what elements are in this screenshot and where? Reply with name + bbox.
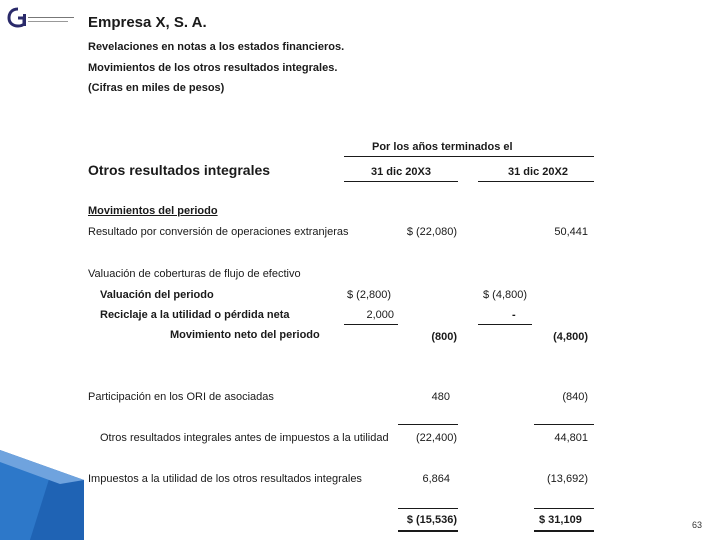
row-taxes-v2: (13,692) xyxy=(547,473,588,485)
row-net-v1: (800) xyxy=(431,331,457,343)
row-conversion-v2: 50,441 xyxy=(554,226,588,238)
page-number: 63 xyxy=(691,520,702,530)
recycle-underline-2 xyxy=(478,324,532,325)
recycle-underline-1 xyxy=(344,324,398,325)
row-valuation-label: Valuación del periodo xyxy=(100,289,214,301)
company-logo xyxy=(6,5,76,31)
row-pretax-v2: 44,801 xyxy=(554,432,588,444)
row-taxes-label: Impuestos a la utilidad de los otros resultados integrales xyxy=(88,473,362,485)
row-valuation-s1: $ (2,800) xyxy=(347,289,392,301)
associates-underline-2 xyxy=(534,424,594,425)
row-associates-label: Participación en los ORI de asociadas xyxy=(88,391,274,403)
row-conversion-label: Resultado por conversión de operaciones extranjeras xyxy=(88,226,349,238)
row-net-label: Movimiento neto del periodo xyxy=(170,329,320,341)
row-taxes-v1: 6,864 xyxy=(422,473,450,485)
total-double-underline-1 xyxy=(398,530,458,532)
row-associates-v2: (840) xyxy=(562,391,588,403)
col2-underline xyxy=(478,181,594,182)
row-total-v1: $ (15,536) xyxy=(406,514,457,526)
period-underline xyxy=(344,156,594,157)
movements-title: Movimientos del periodo xyxy=(88,205,218,217)
section-title: Otros resultados integrales xyxy=(88,162,271,178)
row-conversion-v1: $ (22,080) xyxy=(406,226,457,238)
taxes-underline-2 xyxy=(534,508,594,509)
row-pretax-label: Otros resultados integrales antes de impuestos a la utilidad xyxy=(100,432,389,444)
total-double-underline-2 xyxy=(534,530,594,532)
header-line-2: Movimientos de los otros resultados integrales. xyxy=(88,62,338,74)
row-recycle-label: Reciclaje a la utilidad o pérdida neta xyxy=(100,309,290,321)
row-associates-v1: 480 xyxy=(431,391,450,403)
col-header-2023: 31 dic 20X3 xyxy=(371,166,431,178)
row-valuation-s2: $ (4,800) xyxy=(483,289,528,301)
row-pretax-v1: (22,400) xyxy=(416,432,457,444)
associates-underline-1 xyxy=(398,424,458,425)
row-recycle-s1: 2,000 xyxy=(366,309,394,321)
col-header-2022: 31 dic 20X2 xyxy=(508,166,568,178)
col1-underline xyxy=(344,181,458,182)
period-header: Por los años terminados el xyxy=(372,141,513,153)
row-total-v2: $ 31,109 xyxy=(539,514,582,526)
header-line-3: (Cifras en miles de pesos) xyxy=(88,82,225,94)
corner-decoration xyxy=(0,450,84,540)
row-recycle-s2: - xyxy=(512,309,516,321)
header-line-1: Revelaciones en notas a los estados financieros. xyxy=(88,41,345,53)
row-net-v2: (4,800) xyxy=(553,331,588,343)
taxes-underline-1 xyxy=(398,508,458,509)
company-name: Empresa X, S. A. xyxy=(88,14,207,31)
hedges-title: Valuación de coberturas de flujo de efectivo xyxy=(88,268,301,280)
